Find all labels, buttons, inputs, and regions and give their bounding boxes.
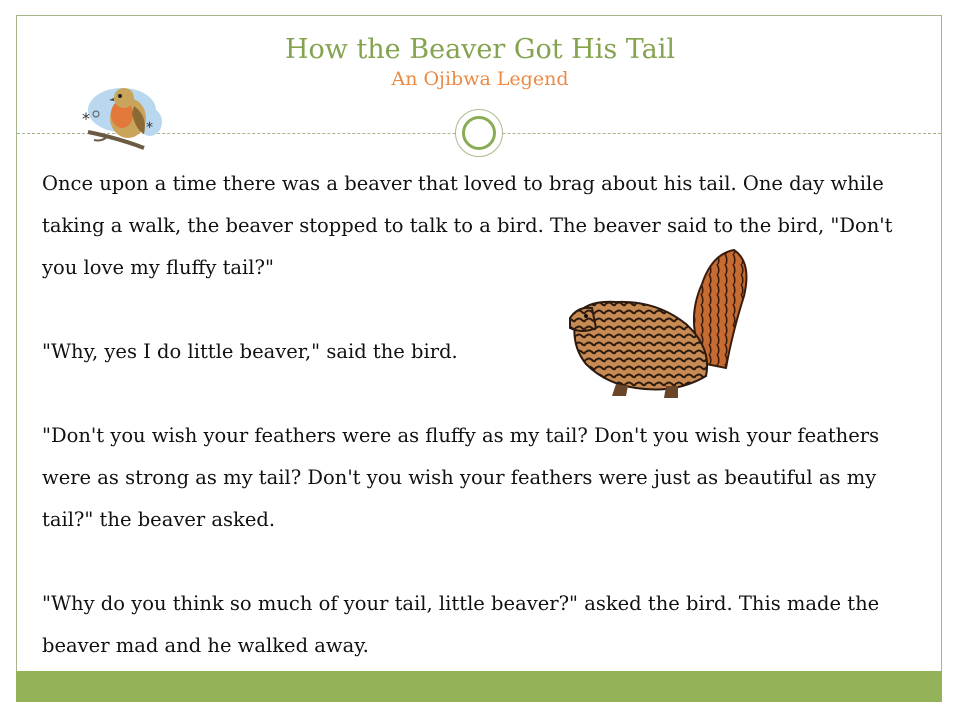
circle-ornament-icon	[455, 109, 503, 157]
svg-text:*: *	[82, 109, 90, 128]
story-paragraph: Once upon a time there was a beaver that loved to brag about his tail. One day while taking a walk, the beaver stopped to talk to a bird. The beaver said to the bird, "Don't you love my fluffy tail?"	[42, 172, 893, 279]
title-block	[0, 33, 960, 91]
story-paragraph: "Why do you think so much of your tail, little beaver?" asked the bird. This made the beaver mad and he walked away.	[42, 592, 880, 657]
story-text	[42, 163, 922, 667]
slide-subtitle: An Ojibwa Legend	[391, 68, 569, 90]
svg-text:*: *	[146, 120, 153, 136]
robin-clipart-icon	[78, 84, 168, 152]
story-paragraph: "Why, yes I do little beaver," said the bird.	[42, 340, 458, 363]
footer-accent-bar	[16, 671, 942, 702]
story-paragraph: "Don't you wish your feathers were as fluffy as my tail? Don't you wish your feathers were as strong as my tail? Don't you wish your feathers were just as beautiful as my tail?" the beaver asked.	[42, 424, 880, 531]
slide-title: How the Beaver Got His Tail	[284, 34, 676, 65]
